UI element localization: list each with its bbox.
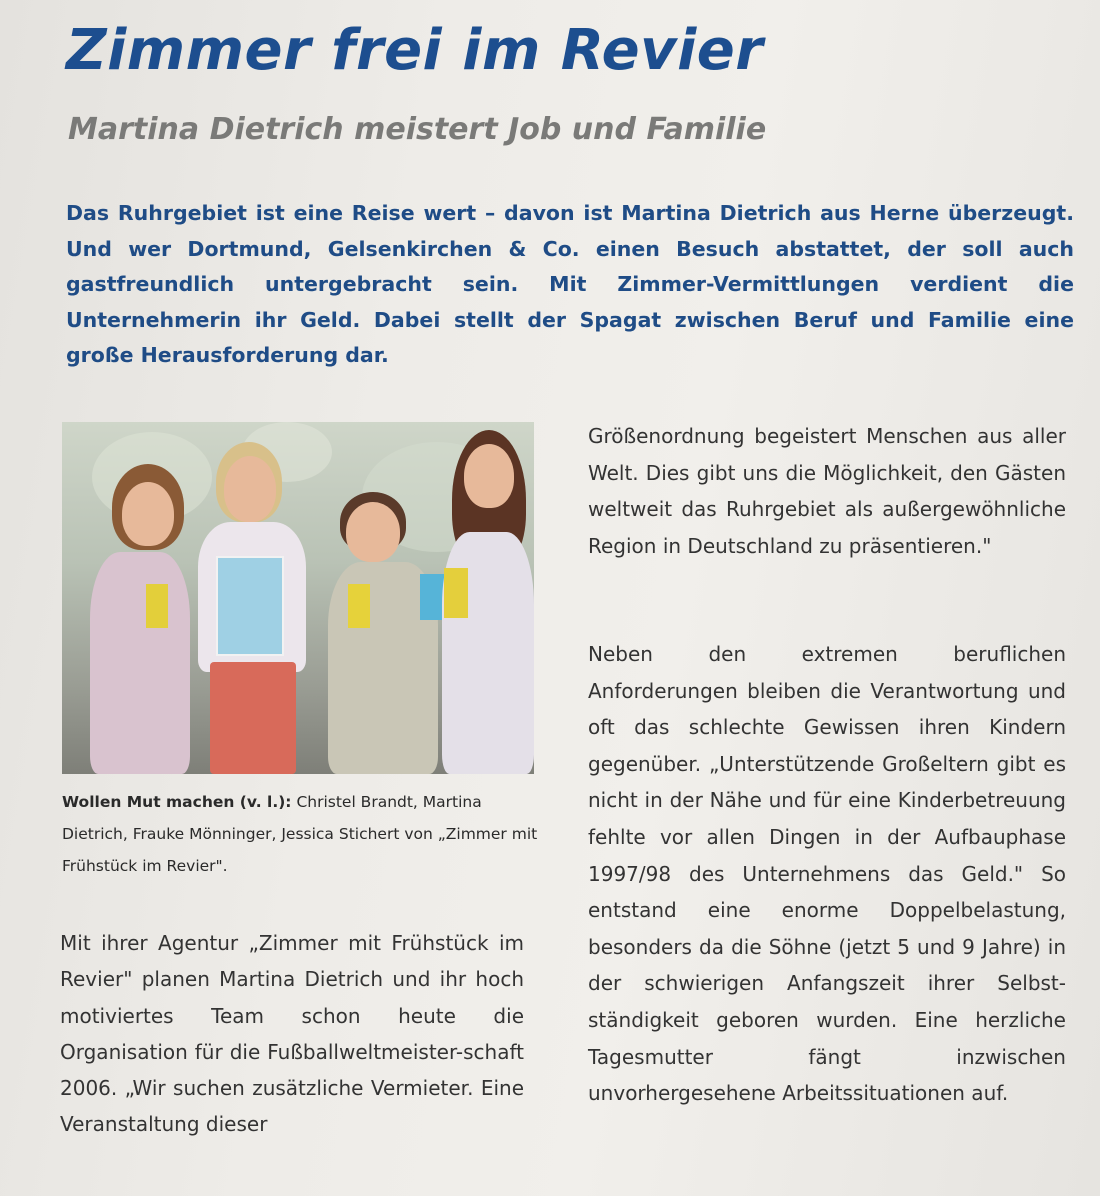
person-frauke-moenninger <box>320 422 440 774</box>
article-lead: Das Ruhrgebiet ist eine Reise wert – davon ist Martina Dietrich aus Herne überzeugt. Und wer Dortmund, Gelsenkirchen & Co. einen Besuch abstattet, der soll auch gastfreundlich untergebracht sein. Mit Zimmer-Vermittlungen verdient die Unternehmerin ihr Geld. Dabei stellt der Spagat zwischen Beruf und Familie eine große Herausforderung dar. <box>66 201 1074 367</box>
caption-bold: Wollen Mut machen (v. l.): <box>62 793 292 811</box>
group-photo <box>62 422 534 774</box>
article-title: Zimmer frei im Revier <box>66 18 764 83</box>
article-subtitle: Martina Dietrich meistert Job und Familie <box>68 112 767 147</box>
left-column-text: Mit ihrer Agentur „Zimmer mit Frühstück im Revier" planen Martina Dietrich und ihr hoch motiviertes Team schon heute die Organisation für die Fußballweltmeister-schaft 2006. „Wir suchen zusätzliche Vermieter. Eine Veranstaltung dieser <box>60 931 524 1137</box>
person-jessica-stichert <box>432 422 534 774</box>
person-christel-brandt <box>62 422 182 774</box>
flyer-card <box>146 584 168 628</box>
flyer-card <box>348 584 370 628</box>
certificate-card <box>216 556 284 656</box>
right-column-paragraph-1: Größenordnung begeistert Menschen aus aller Welt. Dies gibt uns die Möglichkeit, den Gästen weltweit das Ruhrgebiet als außergewöhnliche Region in Deutschland zu präsentieren." <box>588 424 1066 558</box>
flyer-card <box>444 568 468 618</box>
caption-text: Christel Brandt, Martina Dietrich, Frauke Mönninger, Jessica Stichert von „Zimmer mit Frühstück im Revier". <box>62 793 538 875</box>
photo-caption <box>62 786 542 882</box>
right-column-paragraph-2: Neben den extremen beruflichen Anforderungen bleiben die Verantwortung und oft das schlechte Gewissen ihren Kindern gegenüber. „Unterstützende Großeltern gibt es nicht in der Nähe und für eine Kinderbetreuung fehlte vor allen Dingen in der Aufbauphase 1997/98 des Unternehmens das Geld." So entstand eine enorme Doppelbelastung, besonders da die Söhne (jetzt 5 und 9 Jahre) in der schwierigen Anfangszeit ihrer Selbst-ständigkeit geboren wurden. Eine herzliche Tagesmutter fängt inzwischen unvorhergesehene Arbeitssituationen auf. <box>588 642 1066 1106</box>
person-martina-dietrich <box>182 422 312 774</box>
